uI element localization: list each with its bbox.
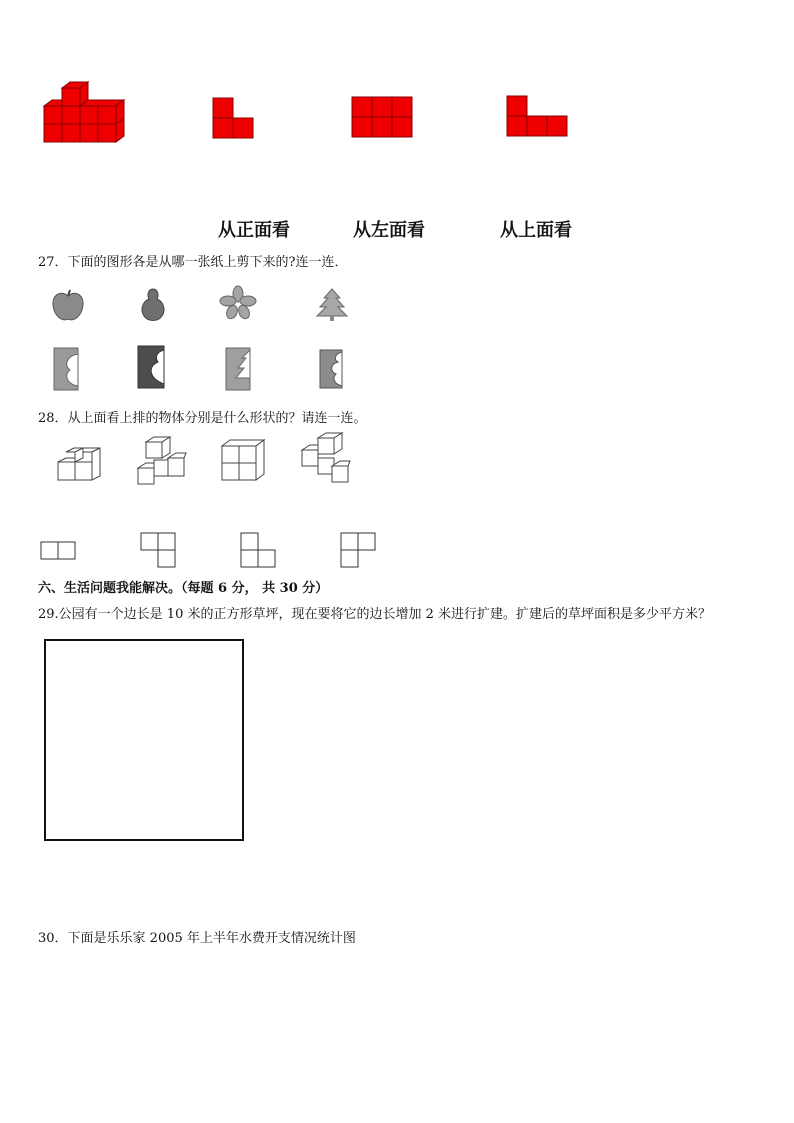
half-paper-3-icon	[224, 346, 254, 390]
cube-object-4-icon	[300, 432, 352, 486]
top-view-option-4-icon	[340, 532, 378, 570]
front-view-red-shape	[212, 97, 256, 139]
question-30-prompt: 30．下面是乐乐家 2005 年上半年水费开支情况统计图	[38, 931, 356, 946]
left-view-red-shape	[351, 96, 413, 138]
apple-shape-icon	[50, 288, 86, 324]
gourd-shape-icon	[138, 286, 168, 324]
question-27-prompt: 27．下面的图形各是从哪一张纸上剪下来的?连一连．	[38, 255, 348, 270]
label-front-view: 从正面看	[218, 220, 290, 241]
half-paper-4-icon	[318, 348, 346, 390]
top-view-red-shape	[506, 95, 570, 137]
half-paper-2-icon	[136, 344, 166, 390]
cube-object-1-icon	[56, 446, 104, 484]
top-view-option-2-icon	[140, 532, 178, 570]
label-left-view: 从左面看	[353, 220, 425, 241]
cube-object-3-icon	[220, 438, 266, 484]
section-6-title: 六、生活问题我能解决。（每题 6 分， 共 30 分）	[38, 581, 329, 596]
cube-object-2-icon	[136, 436, 188, 488]
top-view-option-1-icon	[40, 541, 78, 561]
top-view-option-3-icon	[240, 532, 278, 570]
flower-shape-icon	[220, 286, 256, 320]
red-cube-solid-figure	[40, 82, 130, 148]
question-29-prompt: 29.公园有一个边长是 10 米的正方形草坪，现在要将它的边长增加 2 米进行扩建。扩建后的草坪面积是多少平方米？	[38, 607, 712, 622]
label-top-view: 从上面看	[500, 220, 572, 241]
pine-tree-shape-icon	[316, 288, 348, 322]
half-paper-1-icon	[52, 346, 82, 390]
question-28-prompt: 28．从上面看上排的物体分别是什么形状的？请连一连。	[38, 411, 367, 426]
square-lawn-diagram	[44, 639, 244, 841]
